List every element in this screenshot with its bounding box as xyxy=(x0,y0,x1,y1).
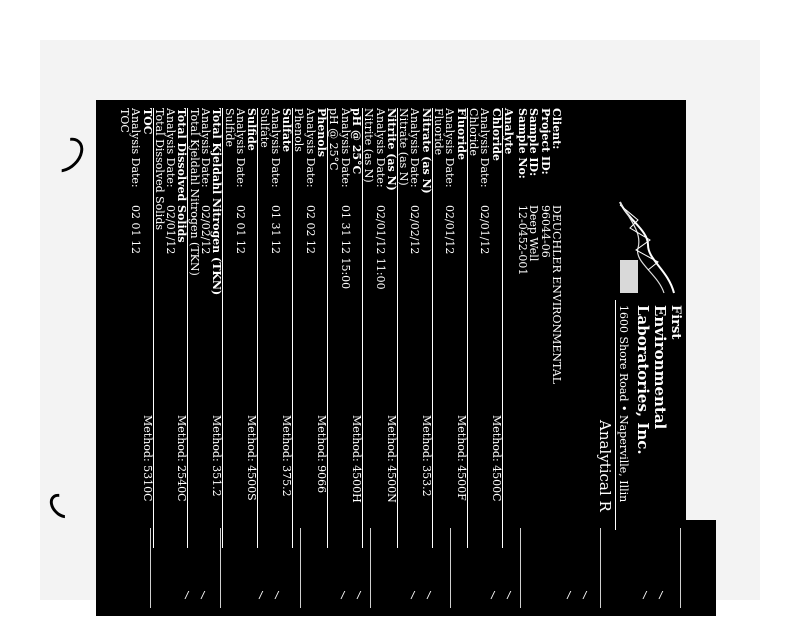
table-row xyxy=(444,108,455,548)
row-label: Analysis Date: xyxy=(303,108,317,188)
table-row xyxy=(270,108,281,548)
row-label: Nitrite (as N) xyxy=(362,108,376,183)
row-label: Total Dissolved Solids xyxy=(175,108,189,243)
header-row: Sample ID: Deep Well xyxy=(527,108,541,262)
company-line1: First xyxy=(668,305,683,340)
table-row xyxy=(119,108,130,548)
table-row xyxy=(386,108,397,548)
row-label: Total Dissolved Solids xyxy=(152,108,166,231)
row-label: Chloride xyxy=(489,108,503,161)
table-row xyxy=(362,108,374,548)
table-row xyxy=(304,108,315,548)
table-row xyxy=(374,108,385,548)
row-label: Analysis Date: xyxy=(233,108,247,188)
row-method: Method: 4500H xyxy=(349,415,363,503)
table-row xyxy=(176,108,187,548)
row-value: 02/01/12 xyxy=(478,205,492,255)
row-label: Analysis Date: xyxy=(199,108,213,188)
band-mark: / / xyxy=(642,590,667,601)
table-row xyxy=(200,108,211,548)
table-row xyxy=(165,108,176,548)
header-row: Project ID: 96044-06 xyxy=(538,108,552,258)
table-row xyxy=(339,108,350,548)
table-row xyxy=(467,108,479,548)
row-label: Sulfate xyxy=(280,108,294,153)
table-row xyxy=(188,108,200,548)
analyte-header: Analyte xyxy=(502,108,514,548)
row-label: Sulfide xyxy=(245,108,259,151)
row-value: 01 31 12 15:00 xyxy=(338,205,352,290)
table-row xyxy=(397,108,409,548)
rotated-report xyxy=(96,100,686,520)
row-value: 02/01/12 11:00 xyxy=(373,205,387,290)
row-label: Nitrate (as N) xyxy=(419,108,433,194)
company-name xyxy=(634,305,682,455)
row-label: Analysis Date: xyxy=(443,108,457,188)
row-label: TOC xyxy=(140,108,154,135)
row-label: Sulfide xyxy=(222,108,236,148)
table-row xyxy=(235,108,246,548)
row-method: Method: 4500F xyxy=(454,415,468,501)
table-row xyxy=(351,108,362,548)
table-row xyxy=(479,108,490,548)
row-label: TOC xyxy=(118,108,132,133)
row-value: 01 31 12 xyxy=(268,205,282,254)
header-row: Sample No: 12-0452-001 xyxy=(516,108,530,276)
row-label: Fluoride xyxy=(454,108,468,160)
row-label: Nitrite (as N) xyxy=(384,108,398,191)
row-method: Method: 4500N xyxy=(384,415,398,503)
company-line3: Laboratories, Inc. xyxy=(634,305,652,455)
table-row xyxy=(455,108,466,548)
report-heading: Analytical R xyxy=(596,420,614,512)
row-value: 02 01 12 xyxy=(233,205,247,254)
row-label: Nitrate (as N) xyxy=(397,108,411,186)
table-row xyxy=(281,108,292,548)
row-value: 02 02 12 xyxy=(303,205,317,254)
row-label: Phenols xyxy=(292,108,306,152)
company-line2: Environmental xyxy=(651,305,669,430)
row-method: Method: 9066 xyxy=(315,415,329,494)
table-row xyxy=(257,108,269,548)
band-divider xyxy=(680,528,681,608)
table-row xyxy=(292,108,304,548)
band-mark: / / xyxy=(410,590,435,601)
table-row xyxy=(490,108,501,548)
row-label: Sulfate xyxy=(257,108,271,148)
table-row xyxy=(130,108,141,548)
row-method: Method: 351.2 xyxy=(210,415,224,497)
row-label: pH @ 25°C xyxy=(349,108,363,175)
row-label: Chloride xyxy=(466,108,480,156)
row-method: Method: 375.2 xyxy=(280,415,294,497)
table-row xyxy=(141,108,152,548)
band-mark: / / xyxy=(566,590,591,601)
company-address: 1600 Shore Road • Naperville, Illin xyxy=(617,305,630,503)
band-divider xyxy=(600,528,601,608)
row-label: Analysis Date: xyxy=(129,108,143,188)
table-row xyxy=(222,108,234,548)
row-label: Phenols xyxy=(315,108,329,157)
row-label: Analysis Date: xyxy=(373,108,387,188)
row-method: Method: 4500C xyxy=(489,415,503,502)
report-rows xyxy=(119,108,562,548)
header-row: Client: DEUCHLER ENVIRONMENTAL xyxy=(550,108,563,385)
row-value: 02 01 12 xyxy=(129,205,143,254)
analyte-list xyxy=(119,108,502,548)
row-method: Method: 2540C xyxy=(175,415,189,502)
row-label: Analysis Date: xyxy=(164,108,178,188)
band-mark: / / xyxy=(184,590,209,601)
row-label: Analysis Date: xyxy=(338,108,352,188)
row-label: Fluoride xyxy=(432,108,446,156)
header-rule xyxy=(615,300,616,530)
row-label: Total Kjeldahl Nitrogen (TKN) xyxy=(187,108,201,276)
band-mark: / / xyxy=(490,590,515,601)
row-label: pH @ 25°C xyxy=(327,108,341,171)
table-row xyxy=(246,108,257,548)
table-row xyxy=(316,108,327,548)
row-method: Method: 4500S xyxy=(245,415,259,501)
row-value: 02/01/12 xyxy=(443,205,457,255)
row-value: 02/02/12 xyxy=(199,205,213,255)
band-mark: / / xyxy=(258,590,283,601)
table-row xyxy=(409,108,420,548)
band-mark: / / xyxy=(340,590,365,601)
row-method: Method: 5310C xyxy=(140,415,154,502)
table-row xyxy=(153,108,165,548)
row-label: Analysis Date: xyxy=(478,108,492,188)
row-value: 02/02/12 xyxy=(408,205,422,255)
table-row xyxy=(420,108,431,548)
row-value: 02/01/12 xyxy=(164,205,178,255)
table-row xyxy=(327,108,339,548)
row-label: Total Kjeldahl Nitrogen (TKN) xyxy=(210,108,224,296)
table-row xyxy=(432,108,444,548)
row-label: Analysis Date: xyxy=(408,108,422,188)
lab-logo-icon xyxy=(618,200,678,295)
row-label: Analysis Date: xyxy=(268,108,282,188)
row-method: Method: 353.2 xyxy=(419,415,433,497)
table-row xyxy=(211,108,222,548)
